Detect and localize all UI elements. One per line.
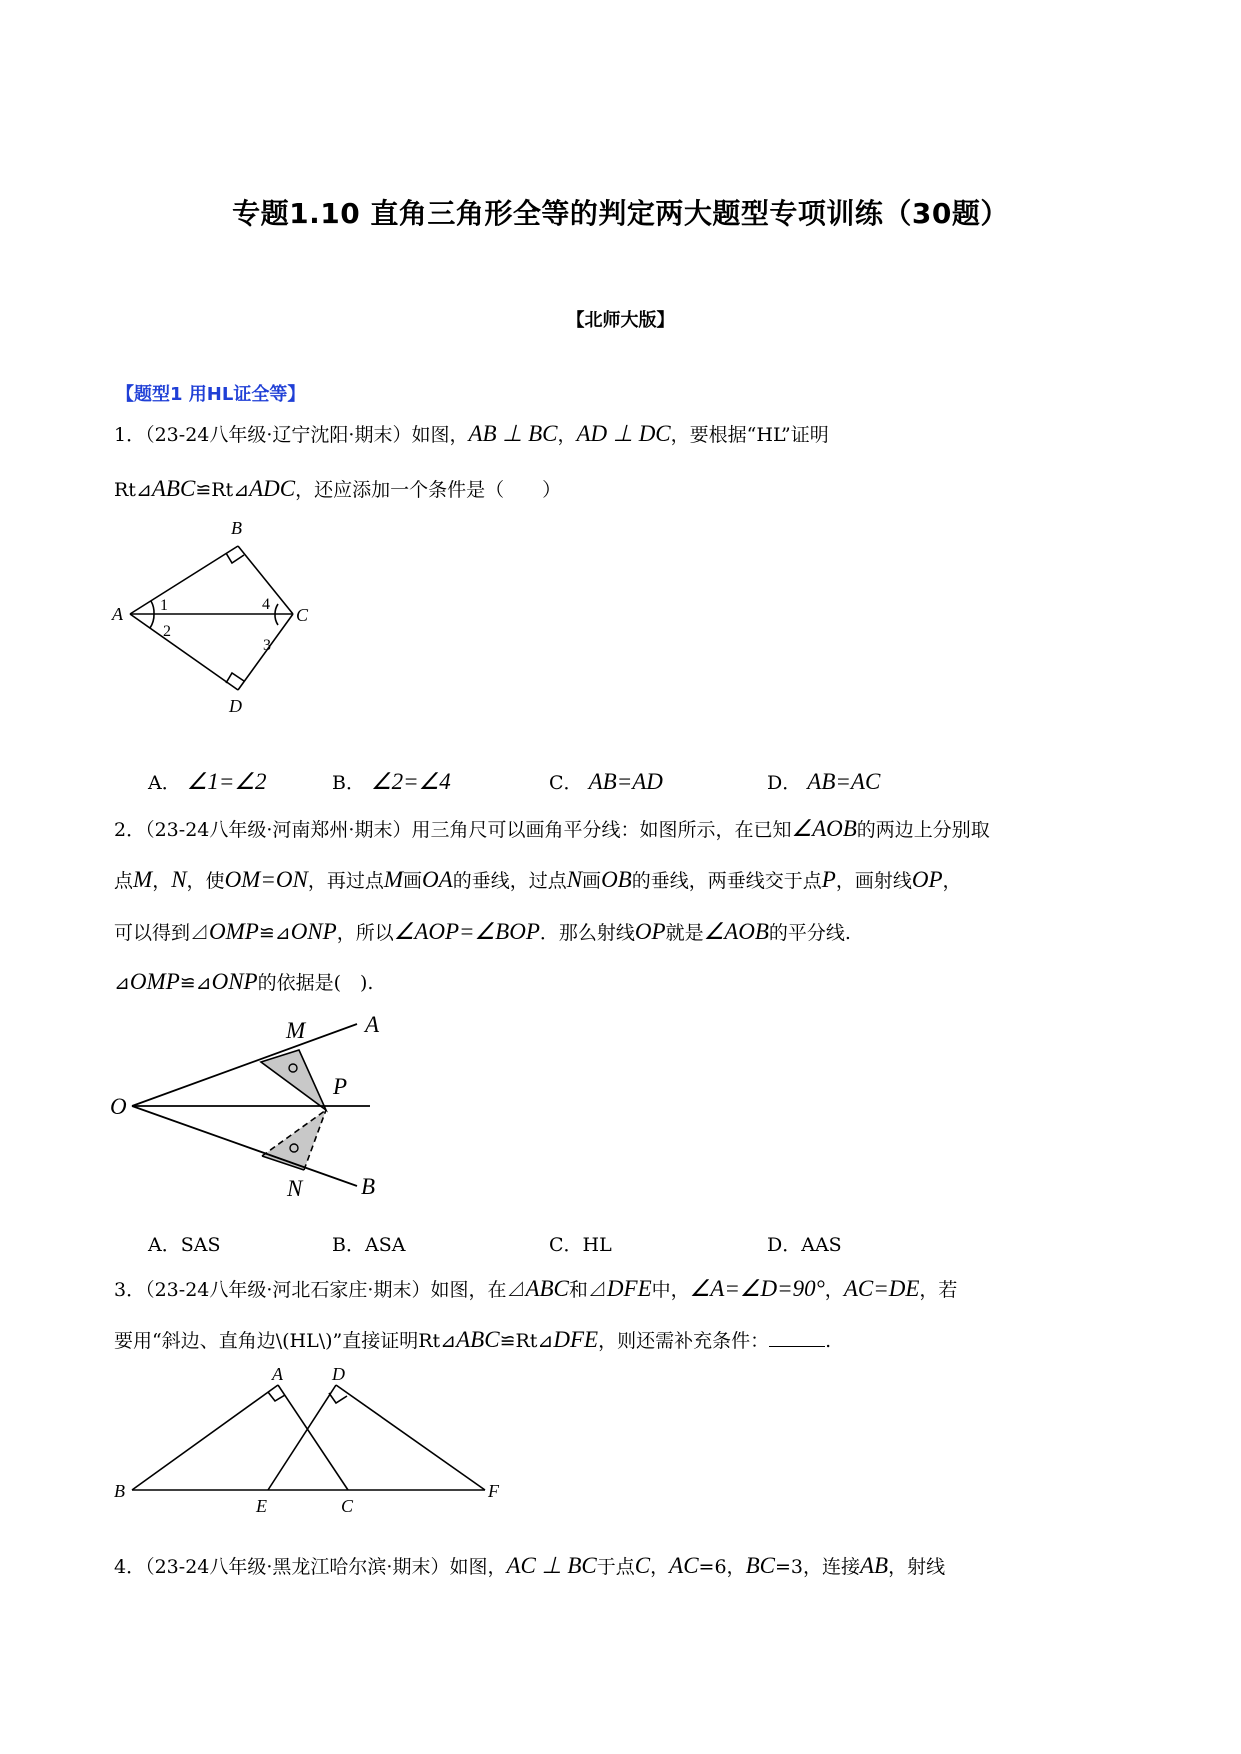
q1-option-b[interactable]: B． ∠2=∠4 bbox=[332, 769, 451, 794]
question-4-line-1: 4．（23-24八年级·黑龙江哈尔滨·期末）如图，AC ⊥ BC于点C，AC=6，BC=3，连接AB，射线 bbox=[114, 1553, 946, 1578]
q2-option-b[interactable]: B．ASA bbox=[332, 1234, 406, 1256]
question-1-line-2: Rt⊿ABC≌Rt⊿ADC，还应添加一个条件是（ ） bbox=[114, 476, 562, 501]
page-title: 专题1.10 直角三角形全等的判定两大题型专项训练（30题） bbox=[232, 197, 1009, 230]
label-q1-D: D bbox=[229, 696, 242, 716]
answer-blank[interactable] bbox=[769, 1328, 825, 1347]
label-q2-N: N bbox=[287, 1176, 303, 1201]
label-q3-F: F bbox=[488, 1481, 499, 1501]
q1-option-d[interactable]: D． AB=AC bbox=[767, 769, 881, 794]
question-2-line-2: 点M，N，使OM=ON，再过点M画OA的垂线，过点N画OB的垂线，两垂线交于点P，画射线OP， bbox=[114, 867, 962, 892]
question-2-line-3: 可以得到⊿OMP≌⊿ONP，所以∠AOP=∠BOP．那么射线OP就是∠AOB的平分线. bbox=[114, 919, 851, 944]
label-q1-C: C bbox=[296, 605, 309, 625]
figure-q3-triangles bbox=[132, 1385, 485, 1490]
q1-option-a[interactable]: A． ∠1=∠2 bbox=[148, 769, 267, 794]
label-q2-B: B bbox=[361, 1174, 376, 1199]
question-2-line-1: 2．（23-24八年级·河南郑州·期末）用三角尺可以画角平分线：如图所示，在已知∠AOB的两边上分别取 bbox=[114, 816, 990, 841]
question-3-line-2: 要用“斜边、直角边\(HL\)”直接证明Rt⊿ABC≌Rt⊿DFE，则还需补充条件： . bbox=[114, 1327, 832, 1352]
q1-option-c[interactable]: C． AB=AD bbox=[549, 769, 663, 794]
label-q3-C: C bbox=[341, 1496, 354, 1516]
question-1-line-1: 1．（23-24八年级·辽宁沈阳·期末）如图，AB ⊥ BC，AD ⊥ DC，要根据“HL”证明 bbox=[114, 421, 829, 446]
q2-option-a[interactable]: A．SAS bbox=[148, 1234, 221, 1256]
q2-option-d[interactable]: D．AAS bbox=[767, 1234, 842, 1256]
section-heading: 【题型1 用HL证全等】 bbox=[116, 384, 306, 405]
label-q3-B: B bbox=[114, 1481, 125, 1501]
label-q1-angle-3: 3 bbox=[263, 637, 271, 654]
question-2-line-4: ⊿OMP≌⊿ONP的依据是( ). bbox=[114, 969, 374, 994]
label-q2-P: P bbox=[333, 1074, 348, 1099]
figure-q1-quadrilateral bbox=[130, 546, 293, 690]
label-q1-angle-1: 1 bbox=[160, 597, 168, 614]
label-q3-E: E bbox=[256, 1496, 267, 1516]
label-q1-B: B bbox=[231, 518, 242, 538]
question-3-line-1: 3．（23-24八年级·河北石家庄·期末）如图，在⊿ABC和⊿DFE中，∠A=∠D=90°，AC=DE，若 bbox=[114, 1276, 958, 1301]
figure-q2-angle-bisector bbox=[132, 1024, 370, 1186]
label-q2-M: M bbox=[286, 1018, 306, 1043]
label-q3-D: D bbox=[332, 1364, 345, 1384]
label-q2-O: O bbox=[110, 1094, 127, 1119]
edition-label: 【北师大版】 bbox=[566, 310, 675, 331]
q2-option-c[interactable]: C．HL bbox=[549, 1234, 612, 1256]
label-q3-A: A bbox=[272, 1364, 283, 1384]
label-q1-angle-2: 2 bbox=[163, 623, 171, 640]
label-q2-A: A bbox=[365, 1012, 380, 1037]
label-q1-angle-4: 4 bbox=[262, 596, 270, 613]
label-q1-A: A bbox=[112, 604, 123, 624]
